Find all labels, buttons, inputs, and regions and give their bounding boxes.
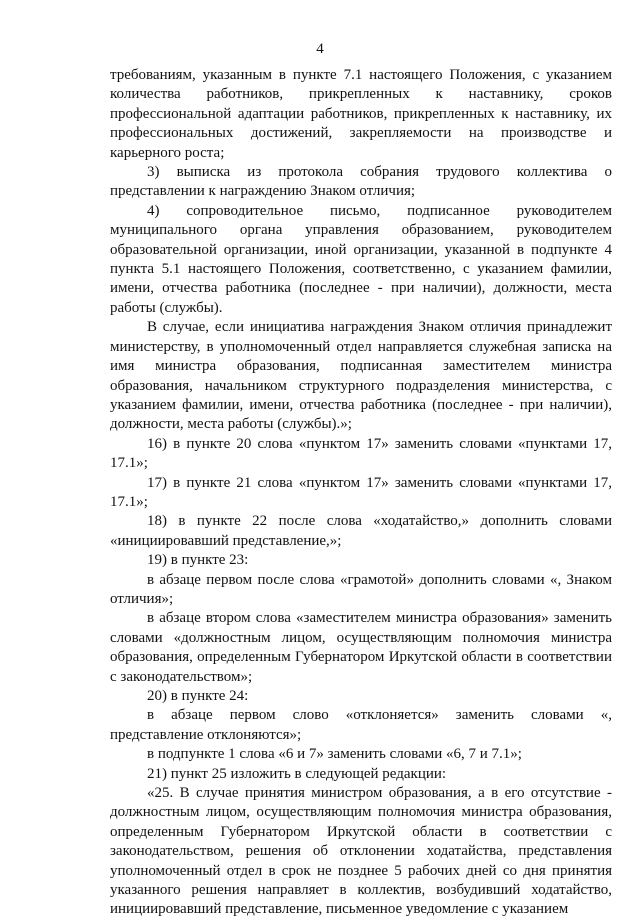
paragraph-amendment-18: 18) в пункте 22 после слова «ходатайство,» дополнить словами «инициировавший представление,»; xyxy=(110,513,612,549)
paragraph-amendment-20-subitem-1: в подпункте 1 слова «6 и 7» заменить словами «6, 7 и 7.1»; xyxy=(147,746,522,763)
paragraph-amendment-21: 21) пункт 25 изложить в следующей редакции: xyxy=(147,765,447,782)
paragraph-point-25-new-text: «25. В случае принятия министром образования, а в его отсутствие - должностным лицом, осуществляющим полномочия министра образования, определенным Губернатором Иркутской области в соответствии с законодательством, решения об отклонении ходатайства, представления уполномоченный отдел в срок не позднее 5 рабочих дней со дня принятия указанного решения направляет в коллектив, возбудивший ходатайство, инициировавший представление, письменное уведомление с указанием xyxy=(110,785,612,918)
paragraph-amendment-17: 17) в пункте 21 слова «пунктом 17» заменить словами «пунктами 17, 17.1»; xyxy=(110,474,612,510)
paragraph-amendment-20: 20) в пункте 24: xyxy=(147,688,249,704)
paragraph-amendment-19-second-clause: в абзаце втором слова «заместителем министра образования» заменить словами «должностным лицом, осуществляющим полномочия министра образования, определенным Губернатором Иркутской области в соответствии с законодательством»; xyxy=(110,610,612,685)
paragraph-amendment-16: 16) в пункте 20 слова «пунктом 17» заменить словами «пунктами 17, 17.1»; xyxy=(110,435,612,472)
paragraph-ministry-initiative: В случае, если инициатива награждения Знаком отличия принадлежит министерству, в уполномоченный отдел направляется служебная записка на имя министра образования, подписанная заместителем министра образования, начальником структурного подразделения министерства, с указанием фамилии, имени, отчества работника (последнее - при наличии), должности, места работы (службы).»; xyxy=(110,319,612,433)
paragraph-amendment-19-first-clause: в абзаце первом после слова «грамотой» дополнить словами «, Знаком отличия»; xyxy=(110,571,612,607)
paragraph-amendment-19: 19) в пункте 23: xyxy=(147,552,249,569)
document-body xyxy=(110,66,612,920)
page-number: 4 xyxy=(316,41,324,57)
paragraph-amendment-20-first-clause: в абзаце первом слово «отклоняется» заменить словами «, представление отклоняются»; xyxy=(110,707,612,743)
paragraph-item-3-protocol-extract: 3) выписка из протокола собрания трудового коллектива о представлении к награждению Знаком отличия; xyxy=(110,164,612,200)
paragraph-requirements-continuation: требованиям, указанным в пункте 7.1 настоящего Положения, с указанием количества работников, прикрепленных к наставнику, сроков профессиональной адаптации работников, прикрепленных к наставнику, их профессиональных достижений, закрепляемости на производстве и карьерного роста; xyxy=(110,67,612,161)
paragraph-item-4-cover-letter: 4) сопроводительное письмо, подписанное руководителем муниципального органа управления образованием, руководителем образовательной организации, иной организации, указанной в подпункте 4 пункта 5.1 настоящего Положения, соответственно, с указанием фамилии, имени, отчества работника (последнее - при наличии), должности, места работы (службы). xyxy=(110,202,612,316)
